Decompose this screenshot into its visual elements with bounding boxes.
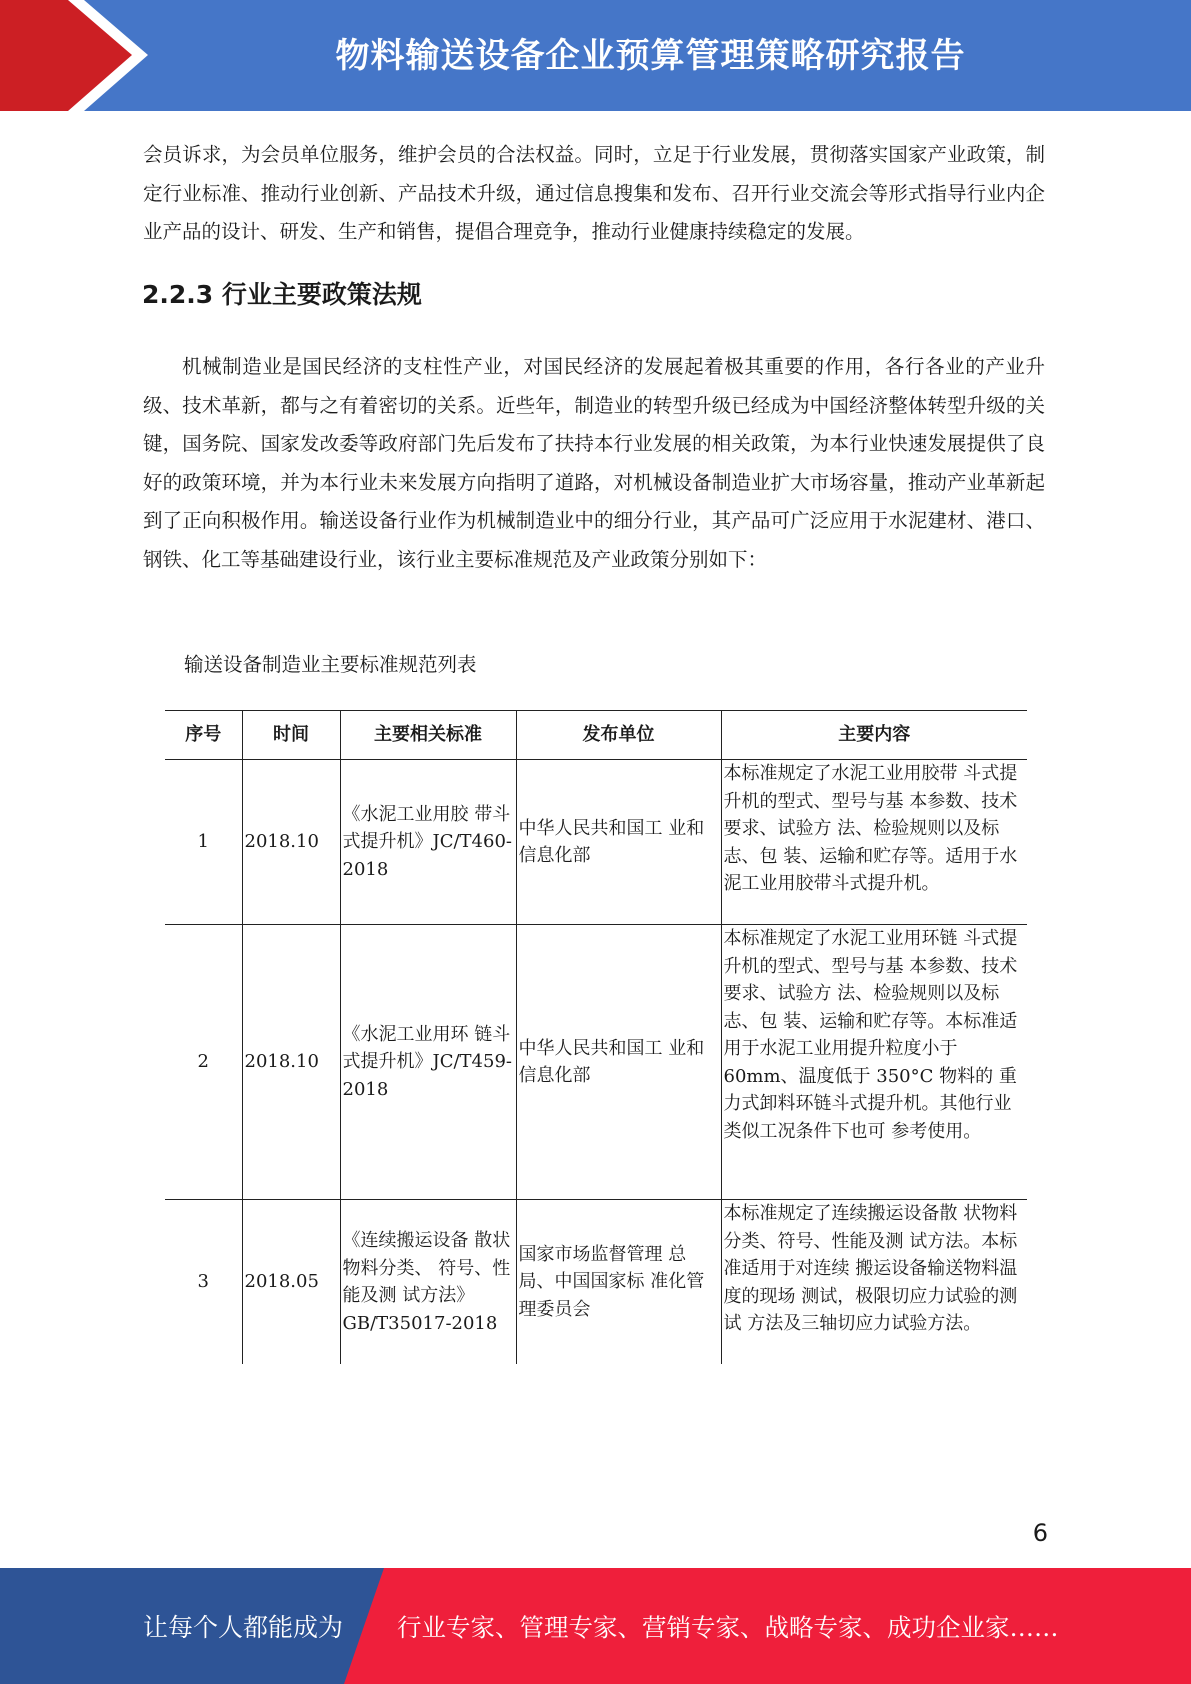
page-number: 6 <box>1032 1519 1048 1547</box>
cell-publisher: 中华人民共和国工 业和信息化部 <box>516 925 721 1200</box>
cell-date: 2018.10 <box>242 925 340 1200</box>
standards-table <box>165 710 1027 1364</box>
header-bar <box>0 0 1191 111</box>
cell-no: 2 <box>165 925 242 1200</box>
cell-content: 本标准规定了水泥工业用环链 斗式提升机的型式、型号与基 本参数、技术要求、试验方 法、检验规则以及标志、包 装、运输和贮存等。本标准适 用于水泥工业用提升粒度小于 60mm、温度低于 350°C 物料的 重力式卸料环链斗式提升机。其他行业类似工况条件下也可 参考使用。 <box>721 925 1027 1200</box>
intro-paragraph: 会员诉求，为会员单位服务，维护会员的合法权益。同时，立足于行业发展，贯彻落实国家产业政策，制定行业标准、推动行业创新、产品技术升级，通过信息搜集和发布、召开行业交流会等形式指导行业内企业产品的设计、研发、生产和销售，提倡合理竞争，推动行业健康持续稳定的发展。 <box>143 143 1045 243</box>
section-paragraph: 机械制造业是国民经济的支柱性产业，对国民经济的发展起着极其重要的作用，各行各业的产业升级、技术革新，都与之有着密切的关系。近些年，制造业的转型升级已经成为中国经济整体转型升级的关键，国务院、国家发改委等政府部门先后发布了扶持本行业发展的相关政策，为本行业快速发展提供了良好的政策环境，并为本行业未来发展方向指明了道路，对机械设备制造业扩大市场容量，推动产业革新起到了正向积极作用。输送设备行业作为机械制造业中的细分行业，其产品可广泛应用于水泥建材、港口、钢铁、化工等基础建设行业，该行业主要标准规范及产业政策分别如下： <box>143 355 1045 571</box>
header-no: 序号 <box>165 711 242 760</box>
header-publisher: 发布单位 <box>516 711 721 760</box>
cell-content: 本标准规定了连续搬运设备散 状物料分类、符号、性能及测 试方法。本标准适用于对连续 搬运设备输送物料温度的现场 测试，极限切应力试验的测试 方法及三轴切应力试验方法。 <box>721 1200 1027 1365</box>
footer-bar <box>0 1568 1191 1684</box>
report-title: 物料输送设备企业预算管理策略研究报告 <box>335 35 966 76</box>
header-standard: 主要相关标准 <box>340 711 516 760</box>
footer-slogan-right: 行业专家、管理专家、营销专家、战略专家、成功企业家…… <box>397 1612 1059 1642</box>
table-row <box>165 760 1027 925</box>
cell-date: 2018.10 <box>242 760 340 925</box>
cell-publisher: 中华人民共和国工 业和信息化部 <box>516 760 721 925</box>
header-date: 时间 <box>242 711 340 760</box>
cell-no: 3 <box>165 1200 242 1365</box>
cell-standard: 《水泥工业用环 链斗式提升机》JC/T459-2018 <box>340 925 516 1200</box>
table-header-row <box>165 711 1027 760</box>
table-row <box>165 925 1027 1200</box>
table-caption: 输送设备制造业主要标准规范列表 <box>184 653 477 676</box>
cell-date: 2018.05 <box>242 1200 340 1365</box>
footer-slogan-left: 让每个人都能成为 <box>143 1613 344 1642</box>
section-heading: 2.2.3 行业主要政策法规 <box>142 280 422 309</box>
cell-content: 本标准规定了水泥工业用胶带 斗式提升机的型式、型号与基 本参数、技术要求、试验方 法、检验规则以及标志、包 装、运输和贮存等。适用于水 泥工业用胶带斗式提升机。 <box>721 760 1027 925</box>
header-content: 主要内容 <box>721 711 1027 760</box>
cell-standard: 《水泥工业用胶 带斗式提升机》JC/T460-2018 <box>340 760 516 925</box>
cell-standard: 《连续搬运设备 散状物料分类、 符号、性能及测 试方法》GB/T35017-2018 <box>340 1200 516 1365</box>
table-row <box>165 1200 1027 1365</box>
cell-publisher: 国家市场监督管理 总局、中国国家标 准化管理委员会 <box>516 1200 721 1365</box>
cell-no: 1 <box>165 760 242 925</box>
